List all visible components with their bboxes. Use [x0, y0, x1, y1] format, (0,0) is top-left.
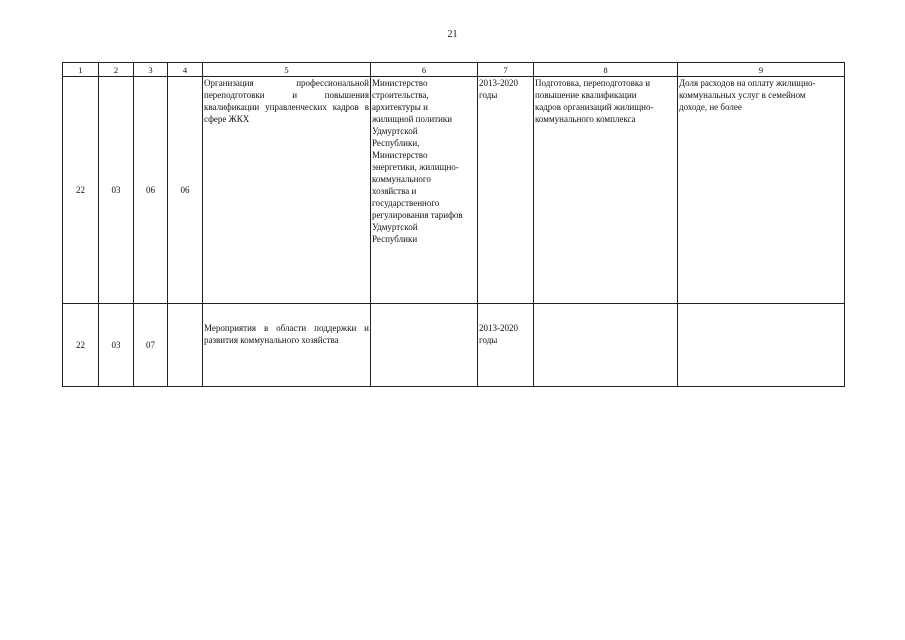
page-number: 21 — [447, 29, 458, 40]
result-text: Подготовка, переподготовка и повышение квалификации кадров организаций жилищно- коммунального комплекса — [535, 78, 654, 124]
indicator-text: Доля расходов на оплату жилищно- коммунальных услуг в семейном доходе, не более — [679, 78, 816, 112]
term-text: 2013-2020 годы — [479, 323, 518, 345]
table-header-row — [63, 63, 845, 77]
code-subprogram: 03 — [99, 77, 134, 304]
header-cell: 8 — [534, 63, 678, 77]
header-cell: 6 — [371, 63, 478, 77]
code-subprogram: 03 — [99, 304, 134, 387]
table-row — [63, 304, 845, 387]
indicator-cell — [678, 77, 845, 304]
header-cell: 5 — [203, 63, 371, 77]
code-submeasure: 06 — [168, 77, 203, 304]
term-text: 2013-2020 годы — [479, 78, 518, 100]
header-cell: 3 — [134, 63, 168, 77]
result-cell — [534, 304, 678, 387]
header-cell: 7 — [478, 63, 534, 77]
code-measure: 07 — [134, 304, 168, 387]
code-program: 22 — [63, 77, 99, 304]
term-cell — [478, 77, 534, 304]
measure-name: Организация профессиональной переподготовки и повышения квалификации управленческих кадров в сфере ЖКХ — [203, 77, 371, 304]
header-cell: 9 — [678, 63, 845, 77]
code-program: 22 — [63, 304, 99, 387]
header-cell: 1 — [63, 63, 99, 77]
table-row — [63, 77, 845, 304]
executor-cell — [371, 304, 478, 387]
term-cell — [478, 304, 534, 387]
result-cell — [534, 77, 678, 304]
code-submeasure — [168, 304, 203, 387]
program-table — [62, 62, 845, 387]
executor-text: Министерство строительства, архитектуры и жилищной политики Удмуртской Республики, Министерство энергетики, жилищно- коммунального хозяйства и государственного регулирования тарифов Удмуртской Республики — [372, 78, 463, 244]
indicator-cell — [678, 304, 845, 387]
code-measure: 06 — [134, 77, 168, 304]
header-cell: 2 — [99, 63, 134, 77]
executor-cell — [371, 77, 478, 304]
header-cell: 4 — [168, 63, 203, 77]
measure-name: Мероприятия в области поддержки и развития коммунального хозяйства — [203, 304, 371, 387]
